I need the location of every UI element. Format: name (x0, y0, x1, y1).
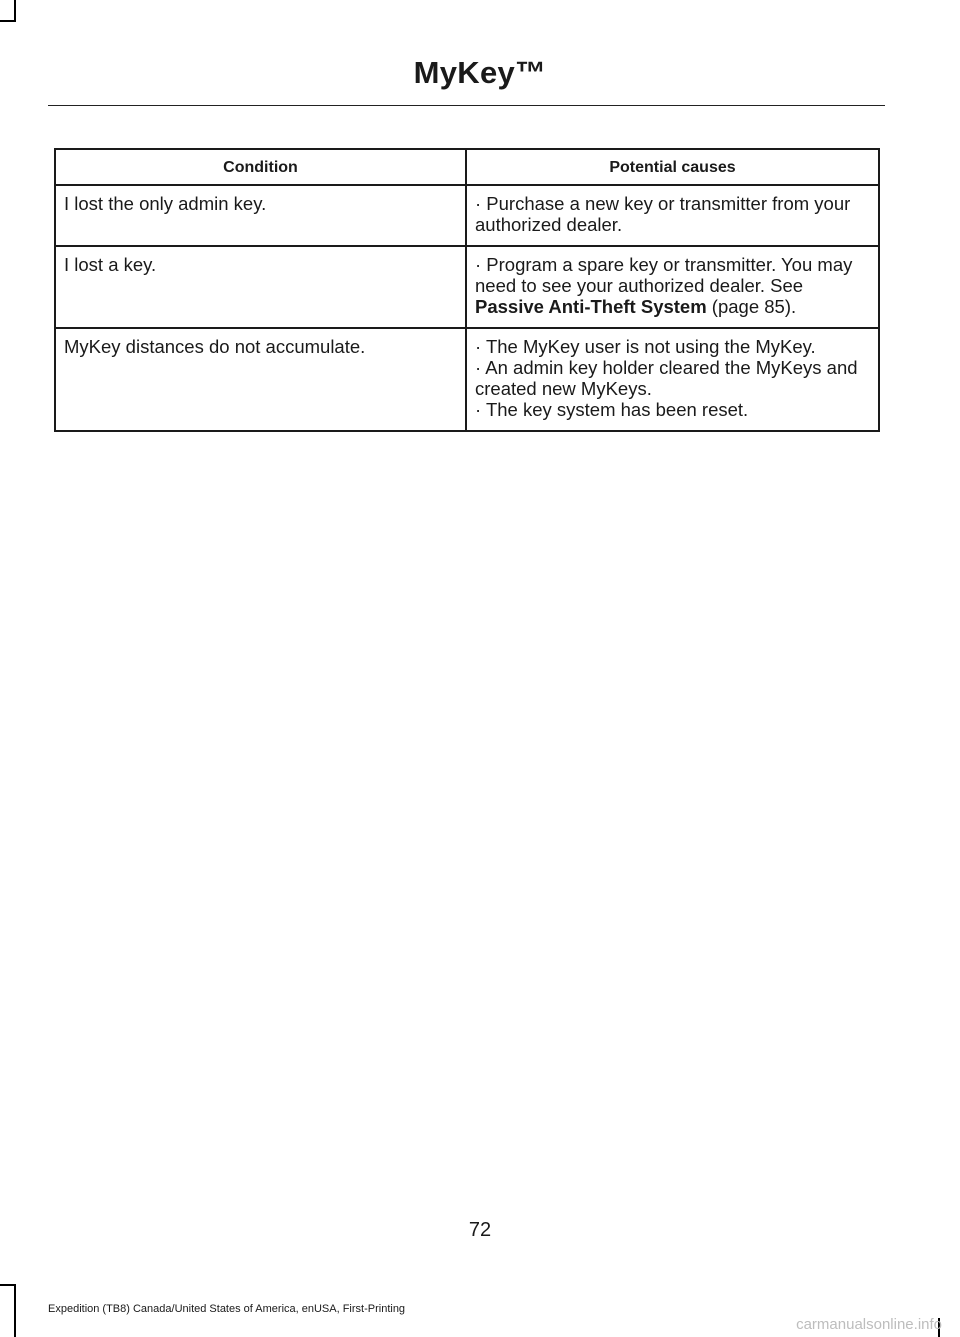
crop-mark (14, 0, 16, 20)
condition-cell: I lost a key. (55, 246, 466, 328)
title-rule (48, 105, 885, 106)
table-header-row (55, 149, 879, 185)
cause-item: · Purchase a new key or transmitter from your authorized dealer. (475, 193, 851, 235)
condition-cell: I lost the only admin key. (55, 185, 466, 246)
edition-footer: Expedition (TB8) Canada/United States of America, enUSA, First-Printing (48, 1303, 406, 1315)
crop-mark (14, 1284, 16, 1337)
cause-text: · Program a spare key or transmitter. You may need to see your authorized dealer. See (475, 254, 853, 296)
watermark: carmanualsonline.info (796, 1316, 942, 1333)
table-row (55, 246, 879, 328)
condition-cell: MyKey distances do not accumulate. (55, 328, 466, 431)
crop-mark (0, 20, 16, 22)
table-row (55, 185, 879, 246)
causes-cell (466, 328, 879, 431)
table-row (55, 328, 879, 431)
crop-mark (0, 1284, 16, 1286)
condition-causes-table (54, 148, 880, 432)
cause-item: · An admin key holder cleared the MyKeys and created new MyKeys. (475, 357, 858, 399)
cause-item: · The MyKey user is not using the MyKey. (475, 336, 816, 357)
causes-cell (466, 185, 879, 246)
page-title: MyKey™ (413, 55, 547, 90)
cross-reference-link[interactable]: Passive Anti-Theft System (475, 296, 707, 317)
page-number: 72 (468, 1219, 492, 1241)
cause-item: · The key system has been reset. (475, 399, 749, 420)
cause-page-ref: (page 85). (706, 296, 797, 317)
causes-cell (466, 246, 879, 328)
column-header-potential-causes: Potential causes (466, 149, 879, 185)
column-header-condition: Condition (55, 149, 466, 185)
